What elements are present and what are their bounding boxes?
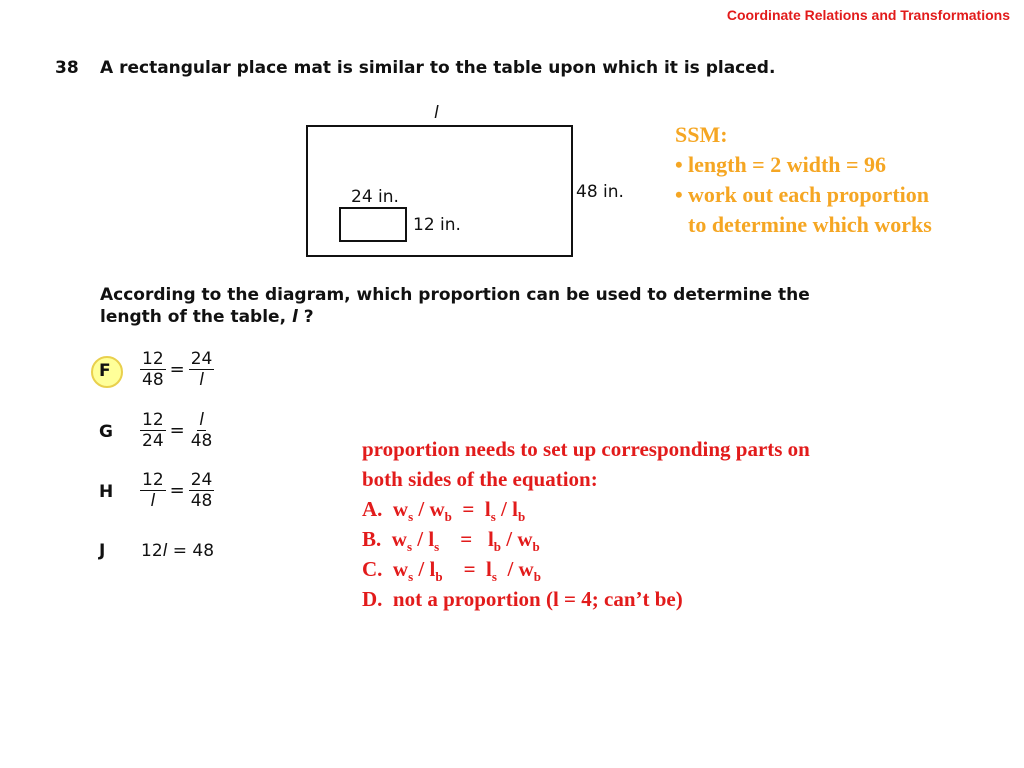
choice-g-equation[interactable] [140, 410, 214, 451]
ssm-bullet-1-text: length = 2 width = 96 [688, 152, 887, 177]
choice-g-n1: 12 [142, 410, 164, 430]
table-rectangle [307, 126, 572, 256]
choice-f-d2: l [199, 370, 204, 390]
choice-j-letter[interactable]: J [99, 541, 106, 561]
header-title: Coordinate Relations and Transformations [726, 7, 1010, 23]
explanation-d: D. not a proportion (l = 4; can’t be) [362, 587, 683, 611]
question-number: 38 [55, 58, 79, 78]
choice-f-letter[interactable]: F [99, 361, 111, 381]
question-prompt [100, 284, 860, 328]
choice-f-n2: 24 [190, 349, 213, 369]
explanation-c: C. $w_s / l_b$ = $l_s / w_b$ [362, 557, 541, 585]
choice-j-equation[interactable] [141, 541, 214, 561]
table-width-label: 48 in. [576, 182, 624, 202]
prompt-text: According to the diagram, which proportion can be used to determine the length of the table, [100, 285, 810, 327]
choice-j-coef: 12 [141, 541, 163, 561]
choice-h-letter[interactable]: H [99, 482, 114, 502]
explanation-line-1: proportion needs to set up corresponding parts on [362, 437, 810, 461]
prompt-variable: l [291, 307, 298, 327]
place-mat-rectangle [340, 208, 406, 241]
choice-h-n1: 12 [142, 470, 164, 490]
prompt-end: ? [303, 307, 314, 327]
choice-f-eq: = [169, 359, 185, 380]
bullet-icon: • [675, 182, 683, 207]
mat-width-label: 12 in. [413, 215, 461, 235]
choice-f-d1: 48 [142, 370, 164, 390]
explanation-b: B. $w_s / l_s$ = $l_b / w_b$ [362, 527, 540, 555]
ssm-bullet-2-cont: to determine which works [688, 212, 932, 237]
mat-length-label: 24 in. [351, 187, 399, 207]
choice-h-d2: 48 [190, 491, 213, 511]
choice-j-rest: = 48 [167, 541, 215, 561]
choice-j-var: l [162, 541, 168, 561]
choice-g-d2: 48 [190, 431, 213, 451]
ssm-title: SSM: [675, 122, 728, 147]
choice-h-equation[interactable] [140, 470, 214, 511]
table-length-label: l [434, 103, 439, 123]
choice-g-eq: = [169, 420, 185, 441]
ssm-notes [675, 120, 932, 240]
choice-g-n2: l [199, 410, 204, 430]
choice-g-letter[interactable]: G [99, 422, 113, 442]
ssm-bullet-2 [675, 180, 932, 210]
choice-h-n2: 24 [190, 470, 213, 490]
ssm-bullet-2-text: work out each proportion [688, 182, 929, 207]
question-stem: A rectangular place mat is similar to the table upon which it is placed. [100, 58, 776, 78]
explanation-line-2: both sides of the equation: [362, 467, 598, 491]
choice-f-equation[interactable] [140, 349, 214, 390]
bullet-icon: • [675, 152, 683, 177]
choice-f-n1: 12 [142, 349, 164, 369]
choice-h-d1: l [150, 491, 156, 511]
ssm-bullet-1 [675, 150, 932, 180]
choice-g-d1: 24 [142, 431, 164, 451]
explanation-notes [362, 434, 1012, 614]
explanation-a: A. $w_s / w_b = l_s / l_b$ [362, 497, 526, 525]
choice-h-eq: = [169, 480, 185, 501]
